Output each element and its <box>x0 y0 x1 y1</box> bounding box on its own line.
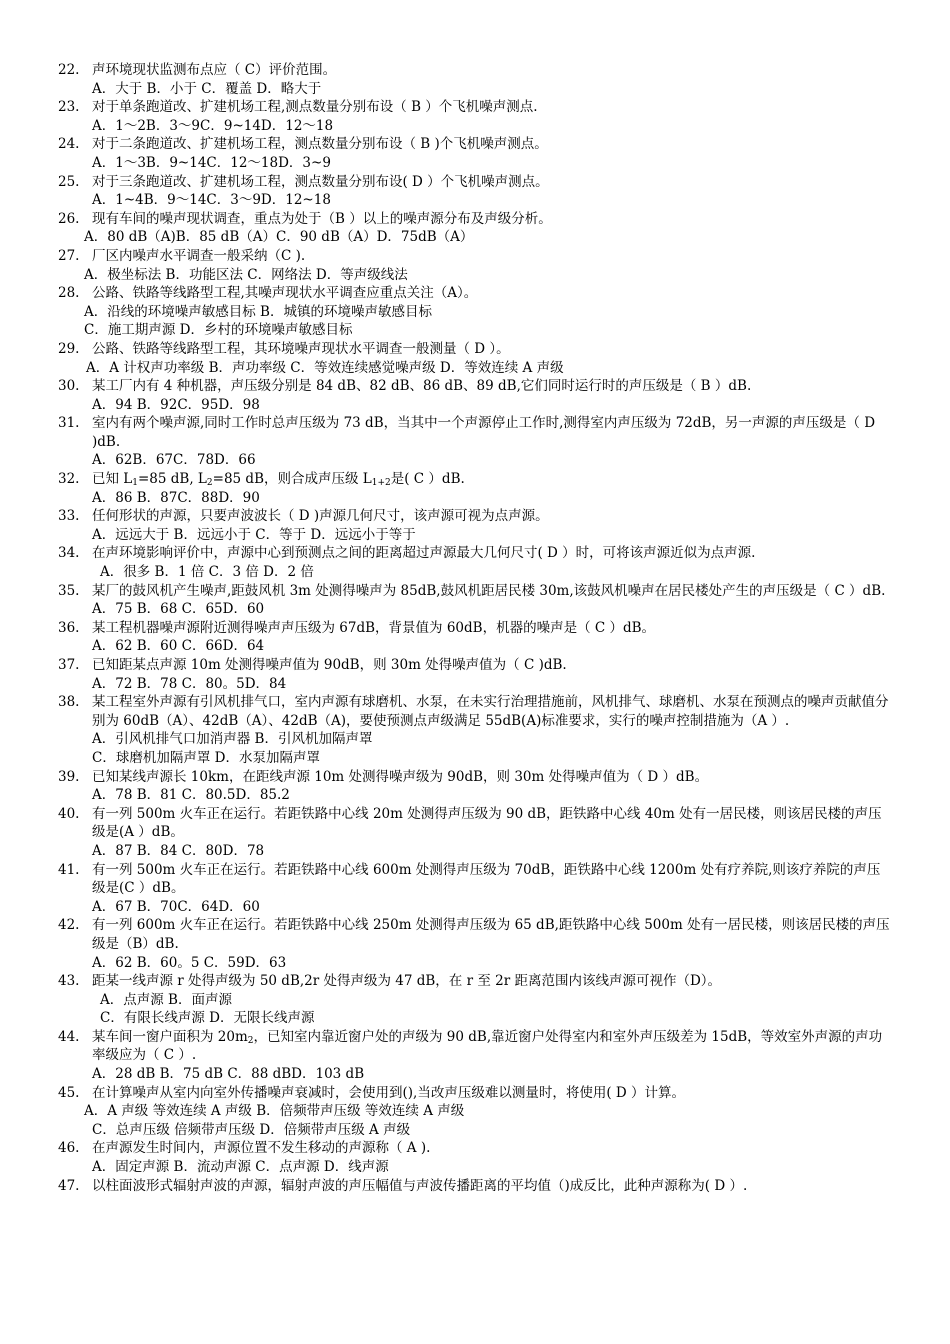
question-33 <box>0 507 950 526</box>
question-stem: 有一列 500m 火车正在运行。若距铁路中心线 20m 处测得声压级为 90 dB，距铁路中心线 40m 处有一居民楼，则该居民楼的声压级是(A ）dB。 <box>92 805 882 841</box>
question-22 <box>0 61 950 80</box>
question-32 <box>0 470 950 489</box>
answer-options: A．A 声级 等效连续 A 声级 B．倍频带声压级 等效连续 A 声级 <box>84 1103 465 1120</box>
question-number: 23. <box>58 99 80 116</box>
answer-options: C．有限长线声源 D．无限长线声源 <box>100 1010 315 1027</box>
question-number: 40. <box>58 805 80 822</box>
question-44 <box>0 1028 950 1065</box>
question-stem: 对于二条跑道改、扩建机场工程，测点数量分别布设（ B )个飞机噪声测点。 <box>92 136 548 153</box>
question-stem: 以柱面波形式辐射声波的声源，辐射声波的声压幅值与声波传播距离的平均值（)成反比，此种声源称为( D ）. <box>92 1177 748 1194</box>
question-stem: 已知 $L_1=85$ dB, $L_2=85$ dB，则合成声压级 $L_{1+2}$是( C ）dB. <box>92 471 465 489</box>
question-stem: 对于单条跑道改、扩建机场工程,测点数量分别布设（ B ）个飞机噪声测点. <box>92 99 538 116</box>
question-number: 35. <box>58 582 80 599</box>
question-stem: 已知距某点声源 10m 处测得噪声值为 90dB，则 30m 处得噪声值为（ C )dB. <box>92 657 567 673</box>
answer-options: A．67 B．70C．64D．60 <box>92 898 260 915</box>
question-37 <box>0 656 950 675</box>
question-stem: 现有车间的噪声现状调查，重点为处于（B ）以上的噪声源分布及声级分析。 <box>92 210 552 227</box>
answer-options: A．点声源 B．面声源 <box>100 991 232 1008</box>
question-stem: 对于三条跑道改、扩建机场工程，测点数量分别布设( D ）个飞机噪声测点。 <box>92 173 549 190</box>
question-stem: 有一列 500m 火车正在运行。若距铁路中心线 600m 处测得声压级为 70dB，距铁路中心线 1200m 处有疗养院,则该疗养院的声压级是(C ）dB。 <box>92 861 881 897</box>
question-number: 24. <box>58 136 80 153</box>
question-number: 41. <box>58 861 80 878</box>
answer-options: A．引风机排气口加消声器 B．引风机加隔声罩 <box>92 731 373 748</box>
answer-options: A．沿线的环境噪声敏感目标 B．城镇的环境噪声敏感目标 <box>84 303 432 320</box>
question-number: 37. <box>58 657 80 673</box>
question-41 <box>0 861 950 898</box>
question-stem: 某工厂内有 4 种机器，声压级分别是 84 dB、82 dB、86 dB、89 dB,它们同时运行时的声压级是（ B ）dB. <box>92 378 752 395</box>
answer-options: A．很多 B．1 倍 C．3 倍 D．2 倍 <box>100 564 314 581</box>
answer-options: A．80 dB（A)B．85 dB（A）C．90 dB（A）D．75dB（A） <box>84 229 474 246</box>
question-29 <box>0 340 950 359</box>
answer-options: A．1～2B．3～9C．9~14D．12～18 <box>92 117 334 134</box>
question-30 <box>0 377 950 396</box>
question-number: 43. <box>58 973 80 990</box>
answer-options: A．62 B．60。5 C．59D．63 <box>92 954 287 971</box>
answer-options: A．75 B．68 C．65D．60 <box>92 601 265 618</box>
answer-options: C．球磨机加隔声罩 D．水泵加隔声罩 <box>92 749 320 766</box>
question-number: 26. <box>58 210 80 227</box>
question-stem: 在声源发生时间内，声源位置不发生移动的声源称（ A ). <box>92 1140 431 1157</box>
answer-options: C．总声压级 倍频带声压级 D．倍频带声压级 A 声级 <box>92 1121 411 1138</box>
answer-options: A．1～3B．9~14C．12～18D．3~9 <box>92 154 331 171</box>
question-number: 27. <box>58 247 80 264</box>
answer-options: A．86 B．87C．88D．90 <box>92 489 260 506</box>
question-number: 45. <box>58 1084 80 1101</box>
question-34 <box>0 544 950 563</box>
answer-options: A．94 B．92C．95D．98 <box>92 396 260 413</box>
question-stem: 有一列 600m 火车正在运行。若距铁路中心线 250m 处测得声压级为 65 dB,距铁路中心线 500m 处有一居民楼，则该居民楼的声压级是（B）dB. <box>92 917 890 952</box>
answer-options: A．72 B．78 C．80。5D．84 <box>92 675 287 692</box>
answer-options: A．固定声源 B．流动声源 C．点声源 D．线声源 <box>92 1159 389 1176</box>
answer-options: C．施工期声源 D．乡村的环境噪声敏感目标 <box>84 322 353 339</box>
question-number: 25. <box>58 173 80 190</box>
question-number: 46. <box>58 1140 80 1157</box>
question-stem: 公路、铁路等线路型工程,其噪声现状水平调查应重点关注（A）。 <box>92 285 478 302</box>
question-26 <box>0 210 950 229</box>
question-number: 39. <box>58 768 80 785</box>
question-stem: 任何形状的声源，只要声波波长（ D )声源几何尺寸，该声源可视为点声源。 <box>92 508 549 525</box>
answer-options: A．62 B．60 C．66D．64 <box>92 638 265 655</box>
question-number: 30. <box>58 378 80 395</box>
question-stem: 某工程室外声源有引风机排气口，室内声源有球磨机、水泵，在未实行治理措施前，风机排气、球磨机、水泵在预测点的噪声贡献值分别为 60dB（A）、42dB（A）、42dB（A)，要使预测点声级满足 55dB(A)标准要求，实行的噪声控制措施为（A ）. <box>92 694 889 729</box>
question-number: 31. <box>58 415 80 432</box>
question-stem: 在计算噪声从室内向室外传播噪声衰减时，会使用到(),当改声压级难以测量时，将使用( D ）计算。 <box>92 1084 685 1101</box>
answer-options: A．78 B．81 C．80.5D．85.2 <box>92 787 290 804</box>
question-39 <box>0 768 950 787</box>
answer-options: A．28 dB B．75 dB C．88 dBD．103 dB <box>92 1066 365 1083</box>
question-43 <box>0 972 950 991</box>
question-stem: 声环境现状监测布点应（ C）评价范围。 <box>92 62 337 78</box>
answer-options: A．87 B．84 C．80D．78 <box>92 842 265 859</box>
question-35 <box>0 582 950 601</box>
question-number: 29. <box>58 340 80 357</box>
question-27 <box>0 247 950 266</box>
question-40 <box>0 805 950 842</box>
question-stem: 已知某线声源长 10km，在距线声源 10m 处测得噪声级为 90dB，则 30m 处得噪声值为（ D ）dB。 <box>92 768 709 785</box>
answer-options: A．远远大于 B．远远小于 C．等于 D．远远小于等于 <box>92 526 416 543</box>
question-45 <box>0 1084 950 1103</box>
question-47 <box>0 1177 950 1196</box>
question-number: 22. <box>58 62 80 78</box>
question-stem: 某工程机器噪声源附近测得噪声声压级为 67dB，背景值为 60dB，机器的噪声是（ C ）dB。 <box>92 619 656 636</box>
question-stem: 在声环境影响评价中，声源中心到预测点之间的距离超过声源最大几何尺寸( D ）时，可将该声源近似为点声源. <box>92 545 756 562</box>
answer-options: A．大于 B．小于 C．覆盖 D．略大于 <box>92 80 322 97</box>
question-25 <box>0 173 950 192</box>
question-36 <box>0 619 950 638</box>
question-number: 36. <box>58 619 80 636</box>
question-42 <box>0 916 950 953</box>
question-number: 44. <box>58 1028 80 1045</box>
question-stem: 距某一线声源 r 处得声级为 50 dB,2r 处得声级为 47 dB，在 r 至 2r 距离范围内该线声源可视作（D）。 <box>92 973 722 990</box>
question-stem: 某厂的鼓风机产生噪声,距鼓风机 3m 处测得噪声为 85dB,鼓风机距居民楼 30m,该鼓风机噪声在居民楼处产生的声压级是（ C ）dB. <box>92 582 886 599</box>
question-stem: 某车间一窗户面积为 $20m_2$，已知室内靠近窗户处的声级为 90 dB,靠近窗户处得室内和室外声压级差为 15dB，等效室外声源的声功率级应为（ C ）. <box>92 1028 883 1064</box>
answer-options: A．极坐标法 B．功能区法 C．网络法 D．等声级线法 <box>84 266 408 283</box>
question-number: 34. <box>58 545 80 562</box>
question-38 <box>0 693 950 730</box>
answer-options: A．A 计权声功率级 B．声功率级 C．等效连续感觉噪声级 D．等效连续 A 声级 <box>86 359 564 376</box>
question-stem: 公路、铁路等线路型工程，其环境噪声现状水平调查一般测量（ D ）。 <box>92 340 510 357</box>
question-28 <box>0 284 950 303</box>
question-number: 47. <box>58 1177 80 1194</box>
question-number: 28. <box>58 285 80 302</box>
question-24 <box>0 135 950 154</box>
question-number: 38. <box>58 694 80 711</box>
question-stem: 室内有两个噪声源,同时工作时总声压级为 73 dB，当其中一个声源停止工作时,测得室内声压级为 72dB，另一声源的声压级是（ D )dB. <box>92 415 876 450</box>
question-number: 42. <box>58 917 80 934</box>
question-number: 32. <box>58 471 80 488</box>
question-23 <box>0 98 950 117</box>
question-stem: 厂区内噪声水平调查一般采纳（C ). <box>92 247 306 264</box>
answer-options: A．62B．67C．78D．66 <box>92 452 256 469</box>
question-46 <box>0 1139 950 1158</box>
question-number: 33. <box>58 508 80 525</box>
answer-options: A．1~4B．9～14C．3～9D．12~18 <box>92 192 331 209</box>
question-31 <box>0 414 950 451</box>
